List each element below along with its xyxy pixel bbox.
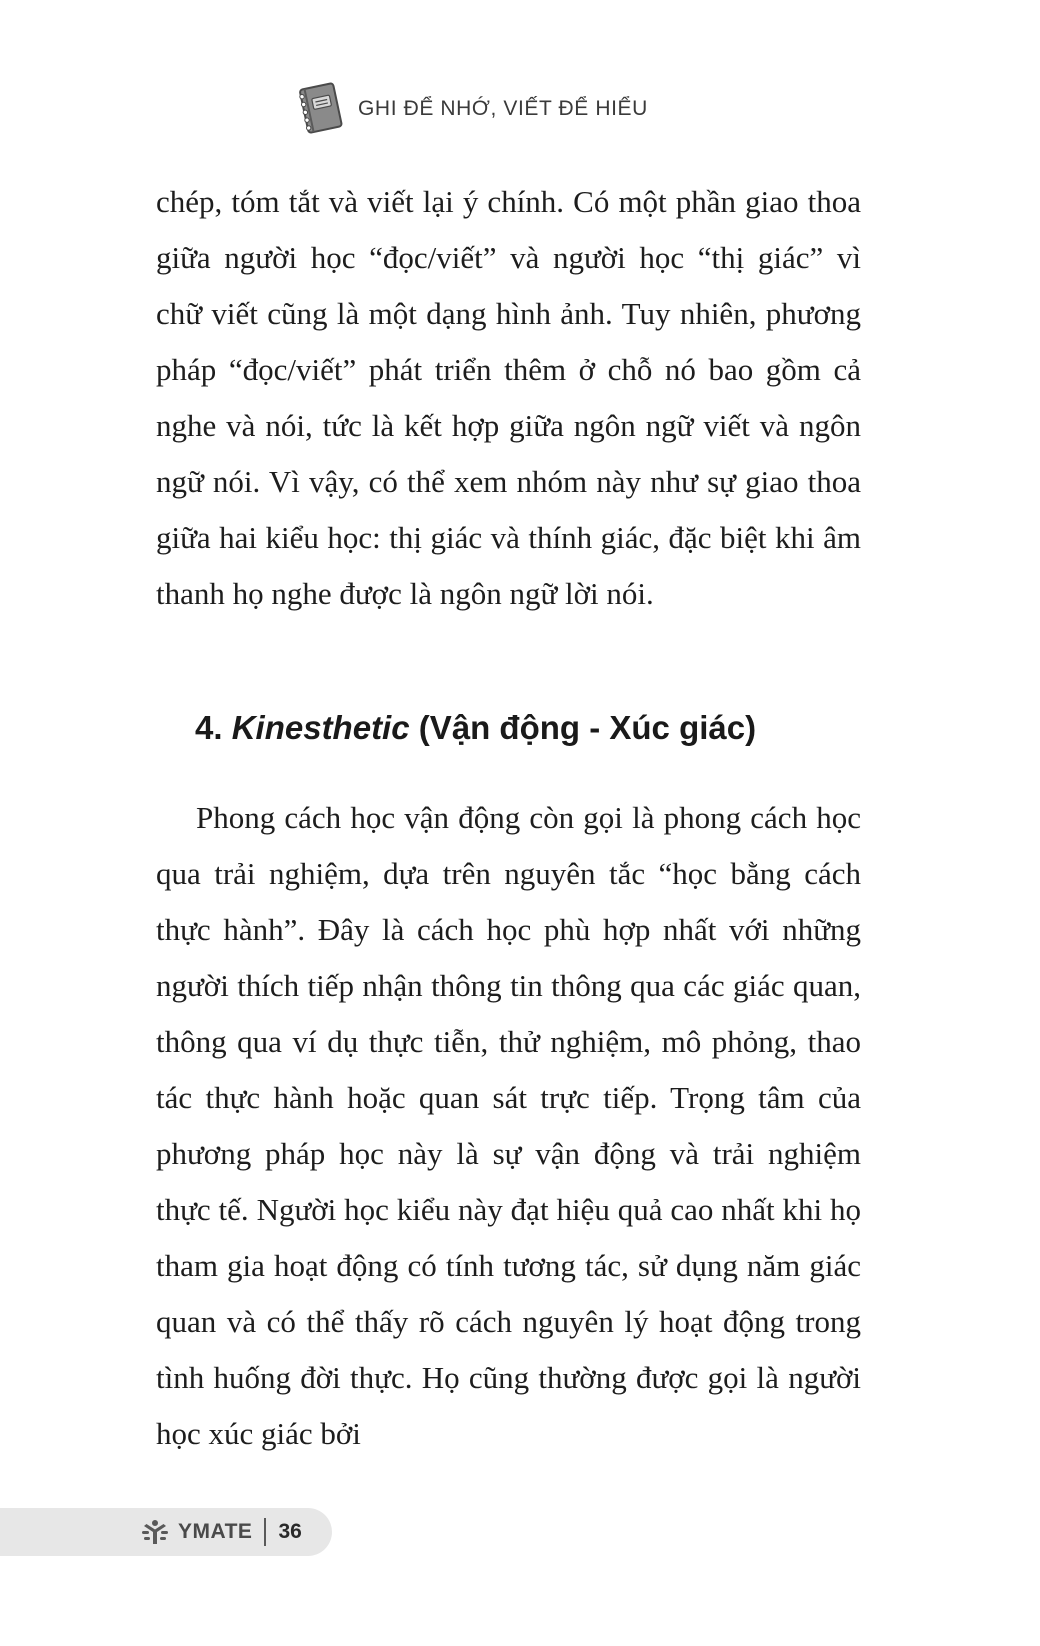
- body-paragraph-1: chép, tóm tắt và viết lại ý chính. Có một phần giao thoa giữa người học “đọc/viết” và người học “thị giác” vì chữ viết cũng là một dạng hình ảnh. Tuy nhiên, phương pháp “đọc/viết” phát triển thêm ở chỗ nó bao gồm cả nghe và nói, tức là kết hợp giữa ngôn ngữ viết và ngôn ngữ nói. Vì vậy, có thể xem nhóm này như sự giao thoa giữa hai kiểu học: thị giác và thính giác, đặc biệt khi âm thanh họ nghe được là ngôn ngữ lời nói.: [156, 184, 861, 611]
- body-paragraph-2: Phong cách học vận động còn gọi là phong cách học qua trải nghiệm, dựa trên nguyên tắc “học bằng cách thực hành”. Đây là cách học phù hợp nhất với những người thích tiếp nhận thông tin thông qua các giác quan, thông qua ví dụ thực tiễn, thử nghiệm, mô phỏng, thao tác thực hành hoặc quan sát trực tiếp. Trọng tâm của phương pháp học này là sự vận động và trải nghiệm thực tế. Người học kiểu này đạt hiệu quả cao nhất khi họ tham gia hoạt động có tính tương tác, sử dụng năm giác quan và có thể thấy rõ cách nguyên lý hoạt động trong tình huống đời thực. Họ cũng thường được gọi là người học xúc giác bởi: [156, 800, 861, 1451]
- notebook-icon: [296, 80, 346, 138]
- section-heading: [195, 708, 756, 748]
- page-header: [296, 80, 648, 138]
- footer-divider: [264, 1518, 266, 1546]
- running-title: GHI ĐỂ NHỚ, VIẾT ĐỂ HIỂU: [358, 97, 648, 120]
- section-number: 4.: [195, 709, 223, 746]
- ymate-logo-icon: [140, 1517, 170, 1547]
- page-number: 36: [278, 1520, 302, 1543]
- section-translation: (Vận động - Xúc giác): [418, 709, 757, 746]
- page-footer: [0, 1508, 332, 1556]
- section-term: Kinesthetic: [231, 709, 410, 746]
- brand-name: YMATE: [178, 1520, 253, 1543]
